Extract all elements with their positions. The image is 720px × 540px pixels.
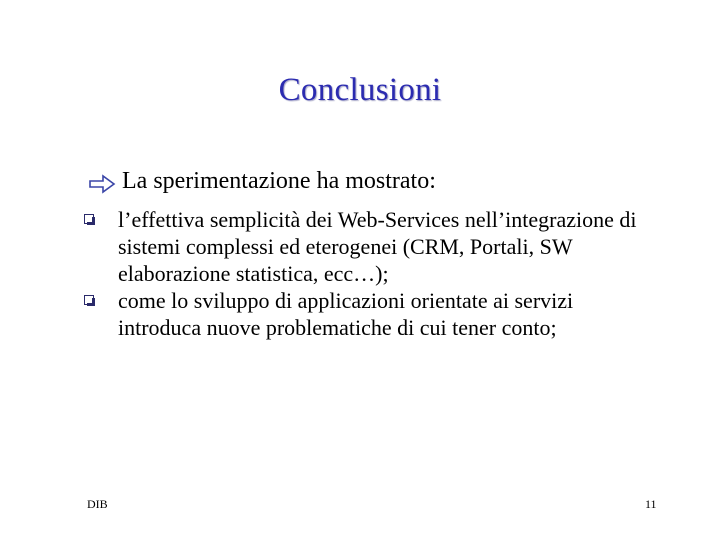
outline-arrow-right-icon: [88, 172, 116, 196]
main-bullet: [88, 166, 436, 196]
sub-bullet-item: [84, 287, 644, 341]
sub-bullet-list: [84, 206, 644, 341]
slide-title: Conclusioni: [278, 72, 442, 108]
sub-bullet-text: come lo sviluppo di applicazioni orientate ai servizi introduca nuove problematiche di cui tener conto;: [118, 288, 574, 340]
square-bullet-icon: [84, 295, 95, 306]
sub-bullet-item: [84, 206, 644, 287]
square-bullet-icon: [84, 214, 95, 225]
main-bullet-text: La sperimentazione ha mostrato:: [122, 168, 436, 194]
page-number: 11: [645, 497, 657, 511]
sub-bullet-text: l’effettiva semplicità dei Web-Services nell’integrazione di sistemi complessi ed eterogenei (CRM, Portali, SW elaborazione statistica, ecc…);: [118, 207, 637, 286]
footer-label: DIB: [87, 497, 108, 511]
